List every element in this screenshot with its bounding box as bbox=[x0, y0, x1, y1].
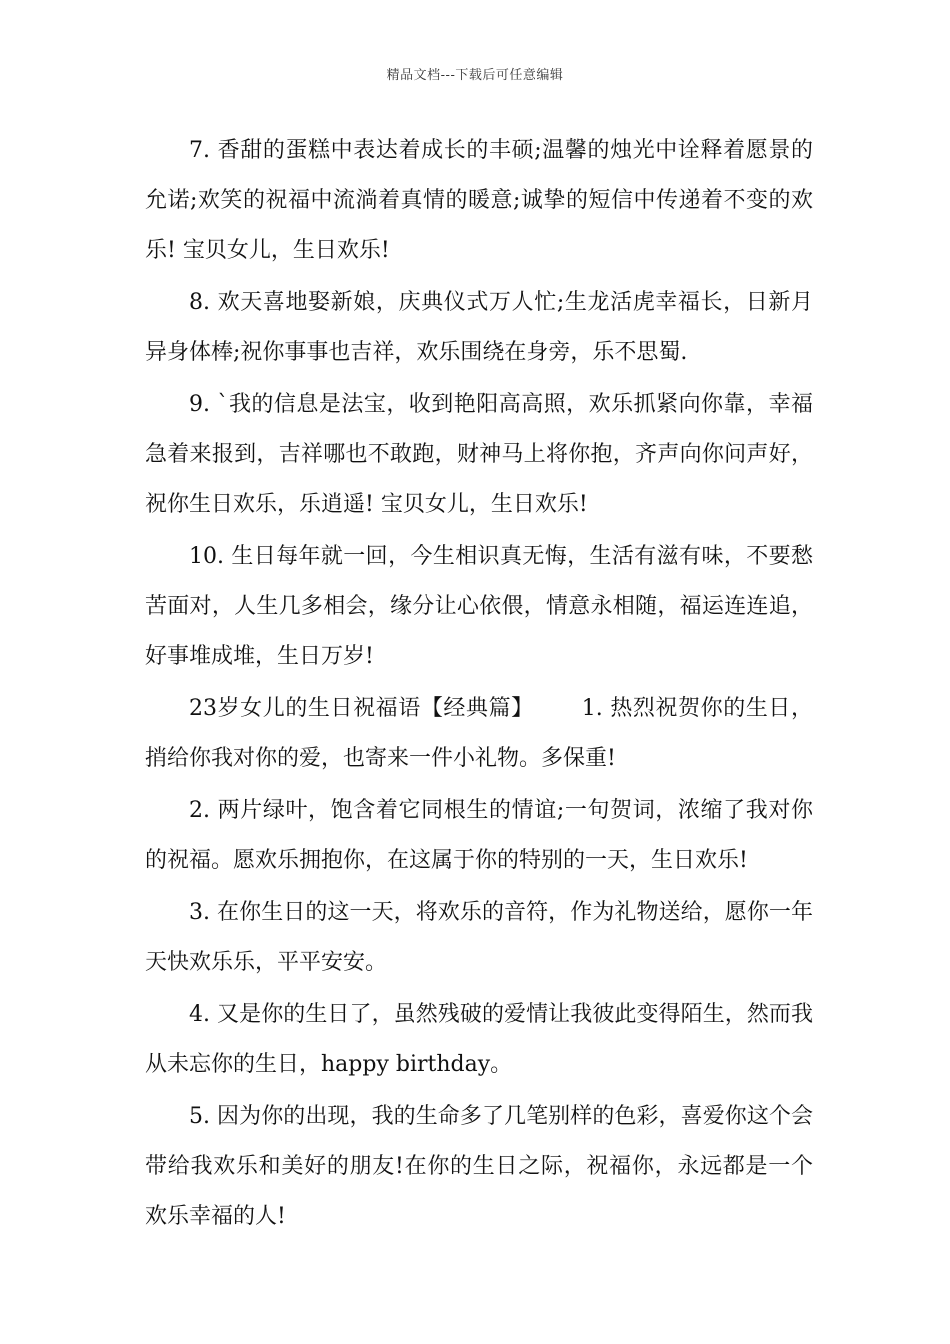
paragraph-section-5: 5. 因为你的出现，我的生命多了几笔别样的色彩，喜爱你这个会带给我欢乐和美好的朋友!在你的生日之际，祝福你，永远都是一个欢乐幸福的人! bbox=[145, 1104, 813, 1229]
paragraph-8: 8. 欢天喜地娶新娘，庆典仪式万人忙;生龙活虎幸福长，日新月异身体棒;祝你事事也吉祥，欢乐围绕在身旁，乐不思蜀. bbox=[145, 290, 813, 365]
paragraph-9: 9. `我的信息是法宝，收到艳阳高高照，欢乐抓紧向你靠，幸福急着来报到，吉祥哪也不敢跑，财神马上将你抱，齐声向你问声好，祝你生日欢乐，乐逍遥! 宝贝女儿，生日欢乐! bbox=[145, 392, 813, 517]
paragraph-section-3: 3. 在你生日的这一天，将欢乐的音符，作为礼物送给，愿你一年天快欢乐乐，平平安安。 bbox=[145, 900, 813, 975]
section-title: 23岁女儿的生日祝福语【经典篇】 bbox=[189, 696, 534, 721]
paragraph-10: 10. 生日每年就一回，今生相识真无悔，生活有滋有味，不要愁苦面对，人生几多相会，缘分让心依偎，情意永相随，福运连连追，好事堆成堆，生日万岁! bbox=[145, 544, 813, 669]
document-body bbox=[145, 126, 813, 1244]
paragraph-section-2: 2. 两片绿叶，饱含着它同根生的情谊;一句贺词，浓缩了我对你的祝福。愿欢乐拥抱你，在这属于你的特别的一天，生日欢乐! bbox=[145, 798, 813, 873]
paragraph-7: 7. 香甜的蛋糕中表达着成长的丰硕;温馨的烛光中诠释着愿景的允诺;欢笑的祝福中流淌着真情的暖意;诚挚的短信中传递着不变的欢乐! 宝贝女儿，生日欢乐! bbox=[145, 138, 813, 263]
section-paragraph bbox=[145, 684, 813, 784]
paragraph-section-4: 4. 又是你的生日了，虽然残破的爱情让我彼此变得陌生，然而我从未忘你的生日，happy birthday。 bbox=[145, 1002, 813, 1077]
paragraph-section-1: 1. 热烈祝贺你的生日，捎给你我对你的爱，也寄来一件小礼物。多保重! bbox=[145, 696, 814, 771]
page-header: 精品文档---下载后可任意编辑 bbox=[386, 68, 564, 83]
